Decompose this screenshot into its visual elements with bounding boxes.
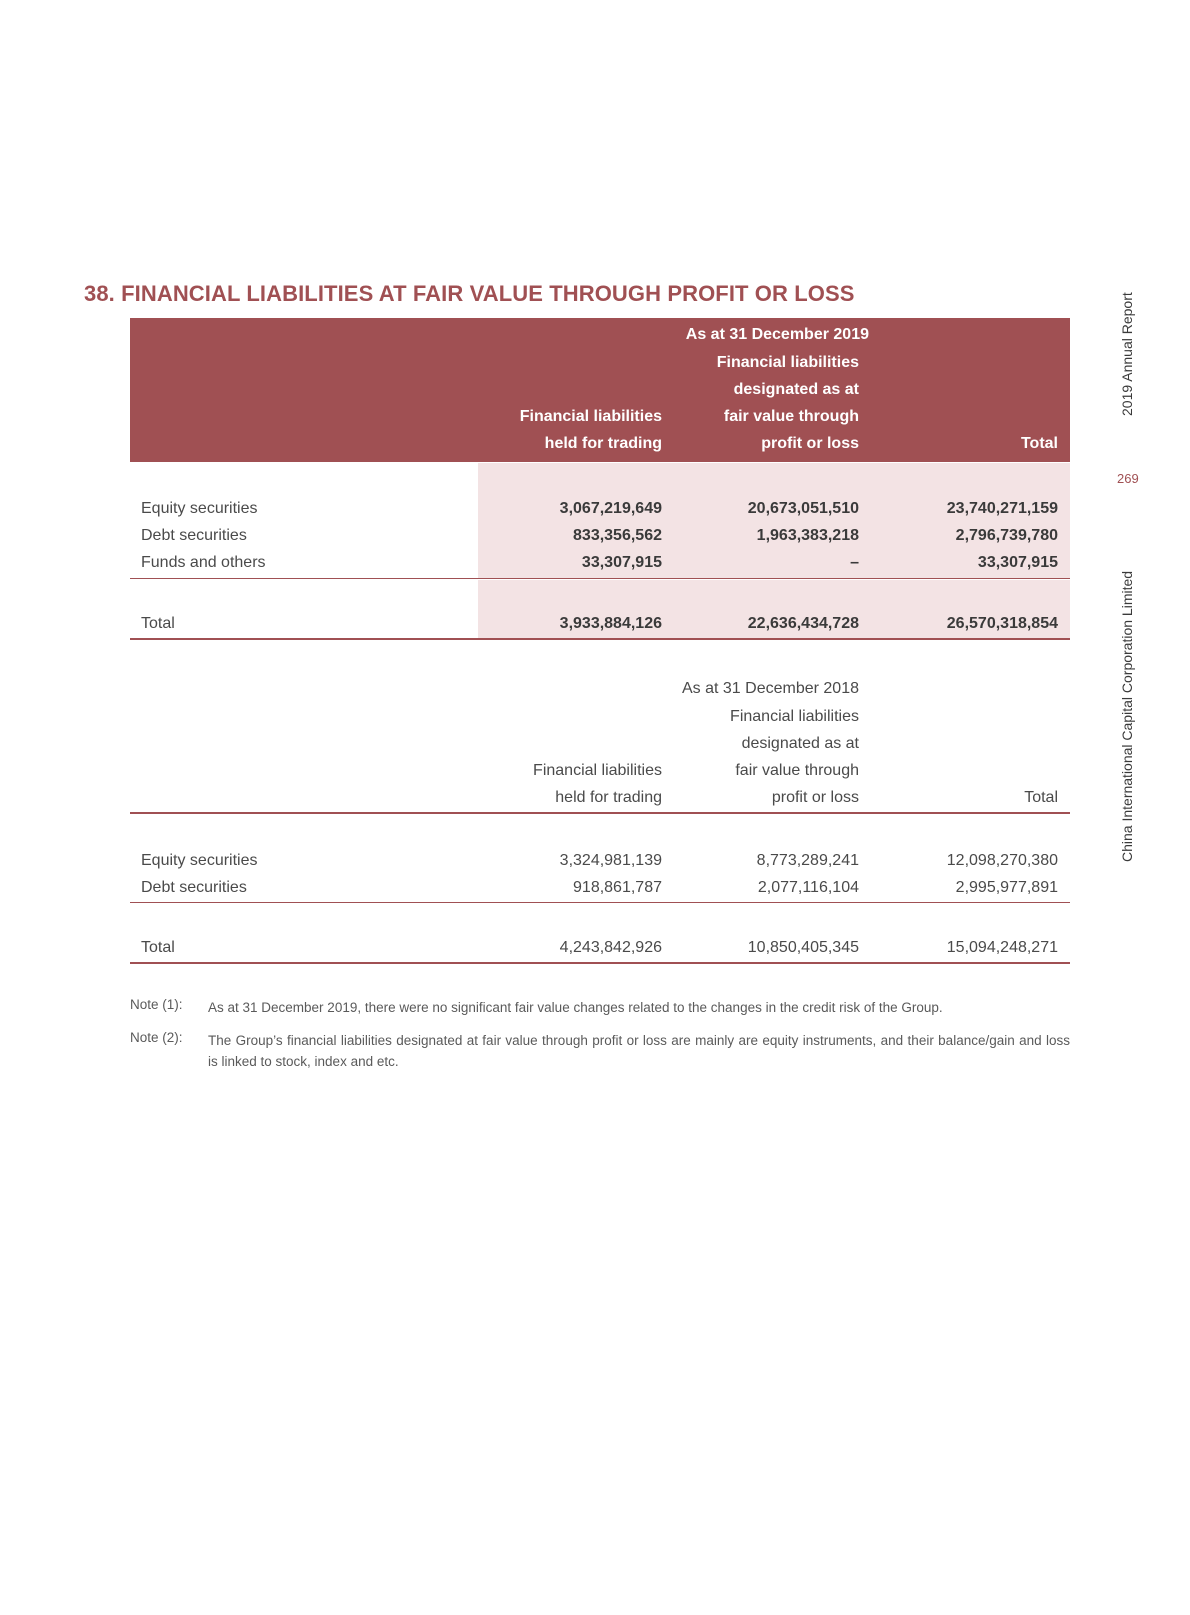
note [130,997,1070,1018]
header-col2-line2: designated as at [741,735,859,752]
header-col1-line1: Financial liabilities [533,762,662,779]
note-text: The Group’s financial liabilities designated at fair value through profit or loss are mainly are equity instruments, and their balance/gain and loss is linked to stock, index and etc. [208,1033,1070,1069]
note-text: As at 31 December 2019, there were no significant fair value changes related to the changes in the credit risk of the Group. [208,1000,943,1015]
header-col2-line3: fair value through [735,762,859,779]
row-label: Debt securities [141,879,247,896]
cell-value: 33,307,915 [977,554,1058,571]
cell-value: 3,933,884,126 [559,615,662,632]
header-col2-line1: Financial liabilities [730,708,859,725]
divider [130,638,1070,640]
note-label: Note (1): [130,997,183,1012]
row-label: Equity securities [141,500,258,517]
cell-value: 4,243,842,926 [559,939,662,956]
cell-value: 26,570,318,854 [946,615,1058,632]
note-label: Note (2): [130,1030,183,1045]
header-col1-line1: Financial liabilities [519,408,662,425]
cell-value: 918,861,787 [573,879,662,896]
header-col3: Total [1020,435,1058,452]
cell-value: 33,307,915 [581,554,662,571]
header-col2-line4: profit or loss [771,789,859,806]
divider [130,902,1070,903]
cell-value: 2,796,739,780 [955,527,1058,544]
header-col2-line4: profit or loss [761,435,859,452]
header-col2-line2: designated as at [733,381,859,398]
cell-value: 3,324,981,139 [559,852,662,869]
cell-value: – [850,554,859,571]
header-col1-line2: held for trading [544,435,662,452]
row-label: Equity securities [141,852,258,869]
cell-value: 12,098,270,380 [946,852,1058,869]
cell-value: 833,356,562 [573,527,662,544]
cell-value: 23,740,271,159 [946,500,1058,517]
table-2019-header [130,318,1070,463]
divider [130,962,1070,964]
section-title: 38. FINANCIAL LIABILITIES AT FAIR VALUE THROUGH PROFIT OR LOSS [84,281,855,306]
cell-value: 3,067,219,649 [559,500,662,517]
cell-value: 20,673,051,510 [747,500,859,517]
cell-value: 2,077,116,104 [757,879,859,896]
cell-value: 2,995,977,891 [955,879,1058,896]
header-col1-line2: held for trading [555,789,662,806]
note [130,1030,1070,1072]
report-name: 2019 Annual Report [1119,292,1135,416]
row-label: Funds and others [141,554,266,571]
period-2019: As at 31 December 2019 [685,326,869,343]
cell-value: 8,773,289,241 [756,852,859,869]
divider [130,812,1070,814]
page-number: 269 [1117,471,1139,486]
header-col2-line1: Financial liabilities [716,354,859,371]
divider [130,578,1070,579]
cell-value: 22,636,434,728 [747,615,859,632]
period-2018: As at 31 December 2018 [682,680,859,697]
row-label: Total [141,939,175,956]
notes [130,997,1070,1084]
cell-value: 1,963,383,218 [756,527,859,544]
cell-value: 15,094,248,271 [946,939,1058,956]
cell-value: 10,850,405,345 [747,939,859,956]
row-label: Total [141,615,175,632]
header-col3: Total [1024,789,1058,806]
row-label: Debt securities [141,527,247,544]
header-col2-line3: fair value through [723,408,859,425]
company-name: China International Capital Corporation Limited [1119,570,1135,862]
